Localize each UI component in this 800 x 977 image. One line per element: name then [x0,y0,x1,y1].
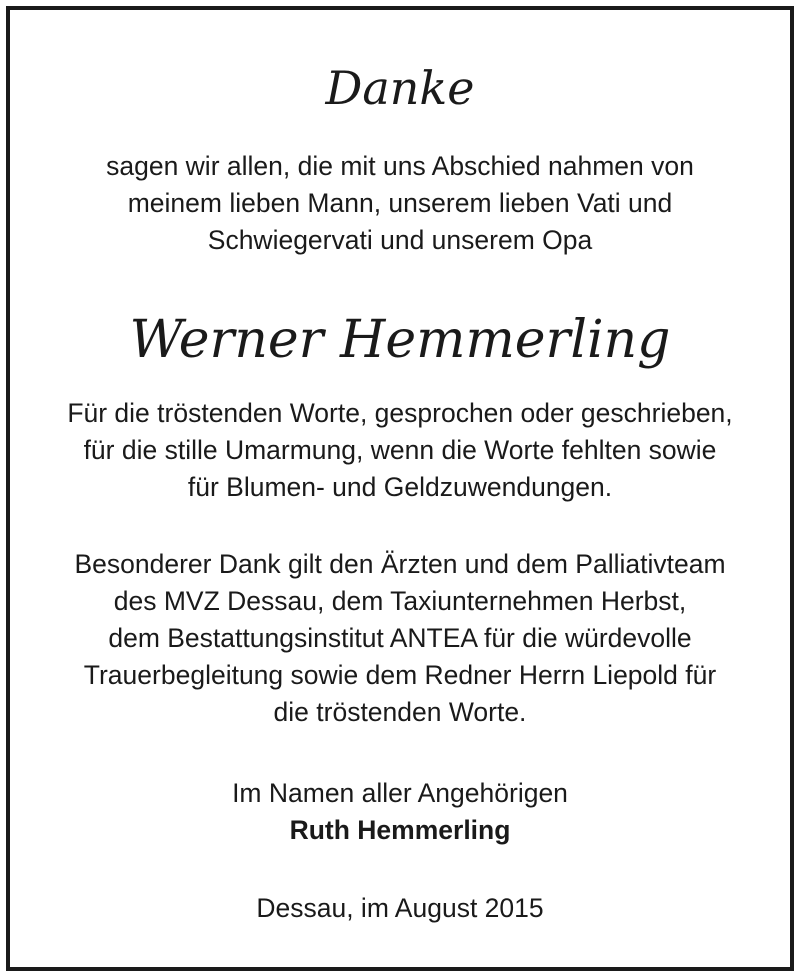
special-thanks-line: Trauerbegleitung sowie dem Redner Herrn Liepold für [83,660,717,690]
intro-line: meinem lieben Mann, unserem lieben Vati und [127,188,673,218]
special-thanks-line: des MVZ Dessau, dem Taxiunternehmen Herbst, [113,586,687,616]
intro-line: sagen wir allen, die mit uns Abschied nahmen von [106,151,694,181]
signature-name: Ruth Hemmerling [289,815,511,845]
thanks-paragraph [0,395,800,506]
deceased-name: Werner Hemmerling [129,310,671,370]
intro-line: Schwiegervati und unserem Opa [207,225,593,255]
thanks-line: Für die tröstenden Worte, gesprochen oder geschrieben, [67,398,733,428]
special-thanks-line: Besonderer Dank gilt den Ärzten und dem Palliativteam [74,549,726,579]
intro-paragraph [0,148,800,259]
special-thanks-line: die tröstenden Worte. [273,697,527,727]
special-thanks-paragraph [0,546,800,731]
thanks-line: für Blumen- und Geldzuwendungen. [187,472,613,502]
notice-heading: Danke [325,61,475,115]
signature-intro: Im Namen aller Angehörigen [232,778,568,808]
special-thanks-line: dem Bestattungsinstitut ANTEA für die würdevolle [108,623,692,653]
place-date: Dessau, im August 2015 [256,893,544,923]
thanks-line: für die stille Umarmung, wenn die Worte fehlten sowie [83,435,717,465]
